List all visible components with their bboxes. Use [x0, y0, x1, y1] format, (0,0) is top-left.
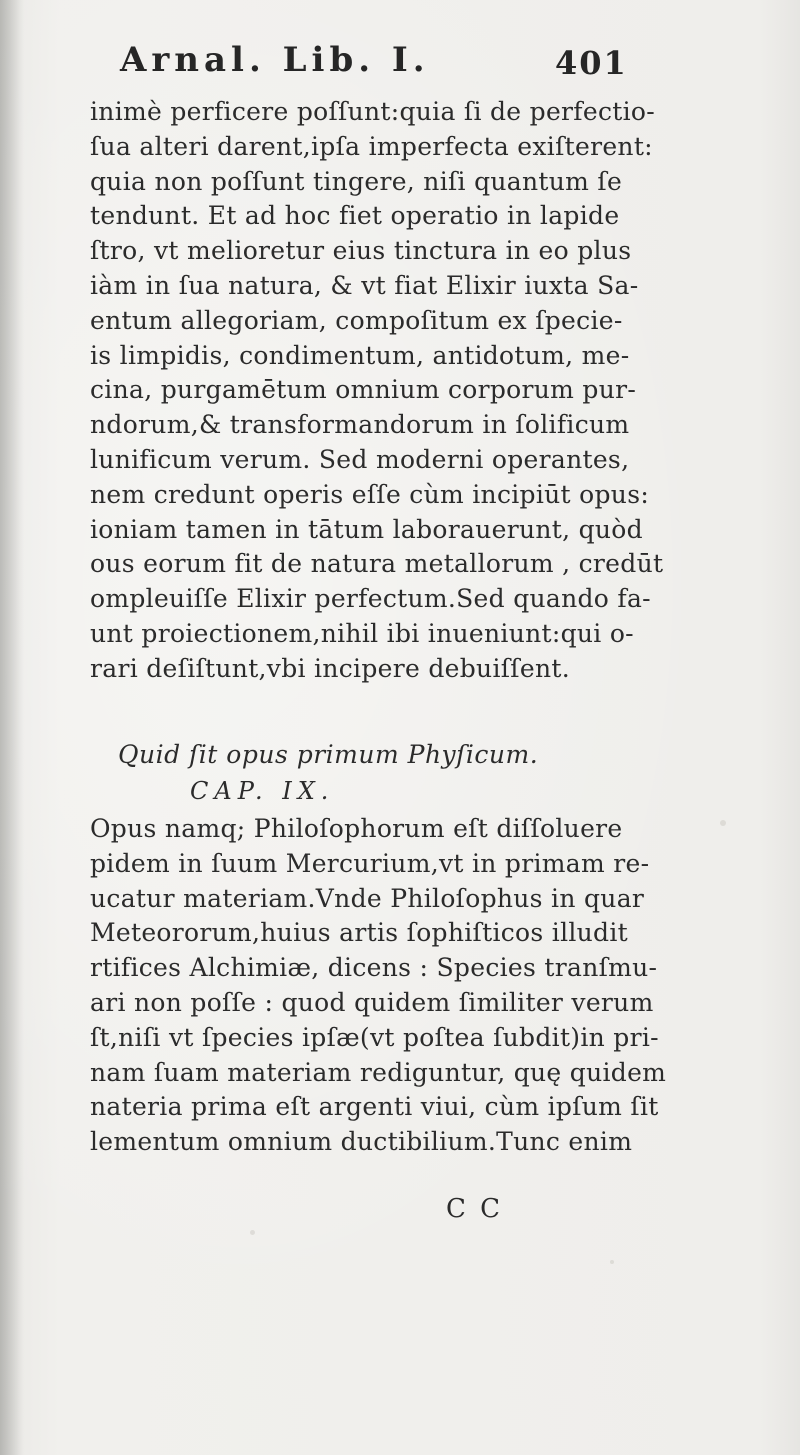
text-line: quia non poſſunt tingere, niſi quantum ſe: [90, 166, 623, 196]
text-line: ous eorum fit de natura metallorum , credūt: [90, 549, 664, 579]
page-number: 401: [555, 44, 628, 82]
paragraph-2: [90, 812, 780, 1160]
text-line: Meteororum,huius artis ſophiſticos illudit: [90, 918, 629, 948]
page-header: [0, 40, 800, 90]
chapter-number: CAP. IX.: [190, 777, 335, 805]
text-line: nem credunt operis eſſe cùm incipiūt opus:: [90, 479, 650, 509]
text-line: ſtro, vt melioretur eius tinctura in eo plus: [90, 236, 632, 266]
text-line: pidem in ſuum Mercurium,vt in primam re-: [90, 848, 650, 878]
text-line: ucatur materiam.Vnde Philoſophus in quar: [90, 883, 645, 913]
text-line: ompleuiſſe Elixir perfectum.Sed quando fa-: [90, 584, 651, 614]
text-line: is limpidis, condimentum, antidotum, me-: [90, 340, 630, 370]
paper-spot: [610, 1260, 614, 1264]
gutter-shadow: [0, 0, 24, 1455]
text-line: ſua alteri darent,ipſa imperfecta exiſterent:: [90, 131, 653, 161]
text-line: lementum omnium ductibilium.Tunc enim: [90, 1127, 633, 1157]
text-line: rtifices Alchimiæ, dicens : Species tranſmu-: [90, 953, 658, 983]
paragraph-1: [90, 95, 780, 687]
text-line: tendunt. Et ad hoc fiet operatio in lapide: [90, 201, 620, 231]
text-line: lunificum verum. Sed moderni operantes,: [90, 444, 630, 474]
text-line: unt proiectionem,nihil ibi inueniunt:qui o-: [90, 618, 634, 648]
text-line: cina, purgamētum omnium corporum pur-: [90, 375, 637, 405]
running-head: Arnal. Lib. I.: [120, 40, 430, 80]
text-line: entum allegoriam, compoſitum ex ſpecie-: [90, 305, 623, 335]
text-line: ioniam tamen in tātum laborauerunt, quòd: [90, 514, 643, 544]
chapter-title: Quid ſit opus primum Phyſicum.: [118, 740, 539, 769]
catchword: C C: [446, 1194, 504, 1224]
text-line: ſt,niſi vt ſpecies ipſæ(vt poſtea ſubdit)in pri-: [90, 1022, 659, 1052]
text-line: iàm in ſua natura, & vt fiat Elixir iuxta Sa-: [90, 270, 639, 300]
paper-spot: [250, 1230, 255, 1235]
text-line: Opus namq; Philoſophorum eſt diſſoluere: [90, 814, 623, 843]
text-line: nam ſuam materiam rediguntur, quę quidem: [90, 1057, 667, 1087]
text-line: ari non poſſe : quod quidem ſimiliter verum: [90, 987, 654, 1017]
text-line: rari deſiſtunt,vbi incipere debuiſſent.: [90, 653, 570, 683]
text-line: inimè perficere poſſunt:quia ſi de perfectio-: [90, 97, 655, 126]
text-line: nateria prima eſt argenti viui, cùm ipſum ſit: [90, 1092, 659, 1122]
text-line: ndorum,& transformandorum in ſolificum: [90, 410, 630, 440]
